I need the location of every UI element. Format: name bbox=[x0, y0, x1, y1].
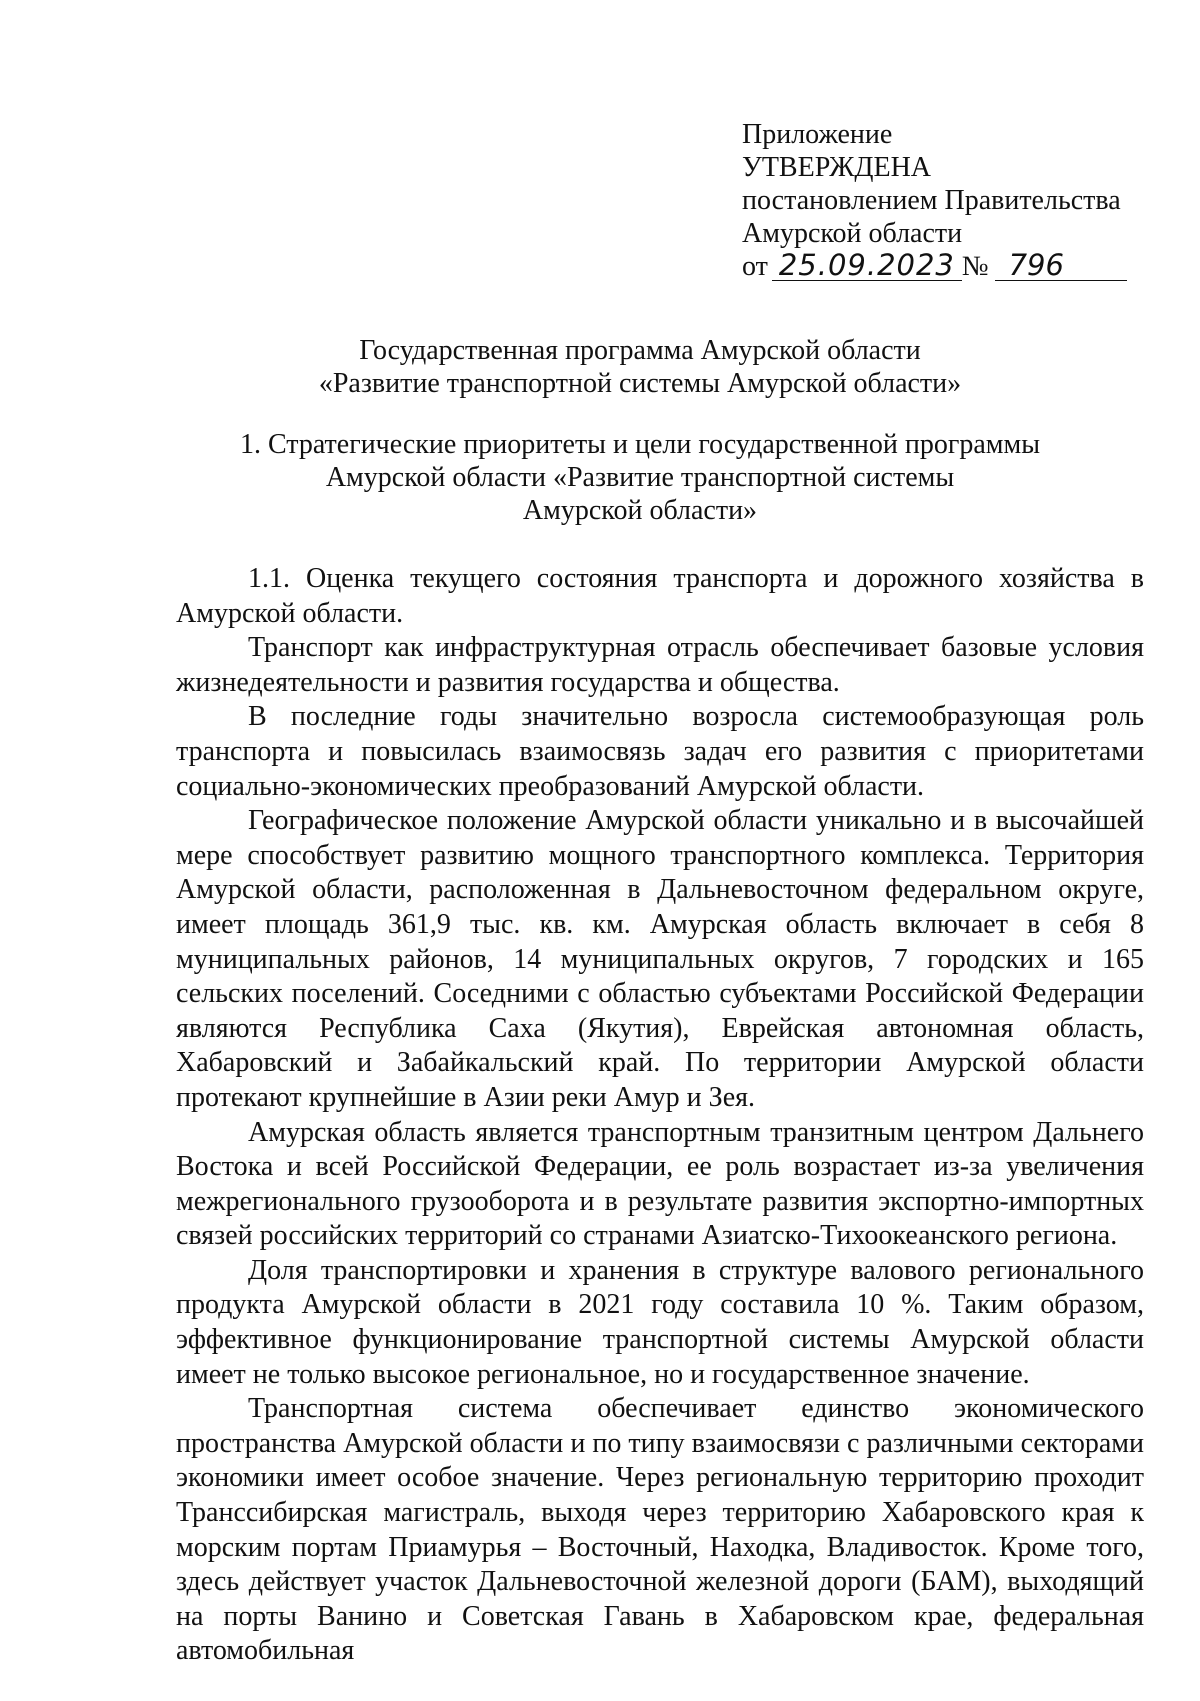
approval-line-resolution: постановлением Правительства bbox=[742, 185, 1121, 216]
handwritten-number: 796 bbox=[995, 250, 1127, 281]
section-title bbox=[150, 428, 1130, 527]
approval-line-region: Амурской области bbox=[742, 218, 963, 249]
paragraph: Географическое положение Амурской области уникально и в высочайшей мере способствует развитию мощного транспортного комплекса. Территория Амурской области, расположенная в Дальневосточном федеральном округе, имеет площадь 361,9 тыс. кв. км. Амурская область включает в себя 8 муниципальных районов, 14 муниципальных округов, 7 городских и 165 сельских поселений. Соседними с областью субъектами Российской Федерации являются Республика Саха (Якутия), Еврейская автономная область, Хабаровский и Забайкальский край. По территории Амурской области протекают крупнейшие в Азии реки Амур и Зея. bbox=[176, 805, 1144, 1113]
program-title-line: Государственная программа Амурской области bbox=[359, 335, 921, 366]
approval-stamp-block bbox=[742, 118, 1162, 283]
handwritten-date: 25.09.2023 bbox=[772, 250, 962, 281]
date-prefix: от bbox=[742, 251, 768, 282]
paragraph: Транспорт как инфраструктурная отрасль обеспечивает базовые условия жизнедеятельности и развития государства и общества. bbox=[176, 632, 1144, 698]
program-title bbox=[150, 334, 1130, 400]
program-title-line: «Развитие транспортной системы Амурской области» bbox=[318, 368, 962, 399]
section-title-line: Амурской области «Развитие транспортной системы bbox=[325, 462, 955, 493]
paragraph: Транспортная система обеспечивает единство экономического пространства Амурской области и по типу взаимосвязи с различными секторами экономики имеет особое значение. Через региональную территорию проходит Транссибирская магистраль, выходя через территорию Хабаровского края к морским портам Приамурья – Восточный, Находка, Владивосток. Кроме того, здесь действует участок Дальневосточной железной дороги (БАМ), выходящий на порты Ванино и Советская Гавань в Хабаровском крае, федеральная автомобильная bbox=[176, 1393, 1144, 1667]
approval-date-number-line bbox=[742, 250, 1162, 283]
document-body bbox=[176, 562, 1144, 1669]
paragraph: 1.1. Оценка текущего состояния транспорта и дорожного хозяйства в Амурской области. bbox=[176, 563, 1144, 629]
approval-line-appendix: Приложение bbox=[742, 119, 893, 150]
section-title-line: 1. Стратегические приоритеты и цели государственной программы bbox=[239, 429, 1041, 460]
paragraph: Доля транспортировки и хранения в структуре валового регионального продукта Амурской области в 2021 году составила 10 %. Таким образом, эффективное функционирование транспортной системы Амурской области имеет не только высокое региональное, но и государственное значение. bbox=[176, 1254, 1144, 1390]
paragraph: Амурская область является транспортным транзитным центром Дальнего Востока и всей Российской Федерации, ее роль возрастает из-за увеличения межрегионального грузооборота и в результате развития экспортно-импортных связей российских территорий со странами Азиатско-Тихоокеанского региона. bbox=[176, 1116, 1144, 1252]
number-label: № bbox=[961, 251, 989, 282]
approval-line-approved: УТВЕРЖДЕНА bbox=[742, 152, 932, 183]
section-title-line: Амурской области» bbox=[522, 495, 758, 526]
paragraph: В последние годы значительно возросла системообразующая роль транспорта и повысилась взаимосвязь задач его развития с приоритетами социально-экономических преобразований Амурской области. bbox=[176, 701, 1144, 802]
